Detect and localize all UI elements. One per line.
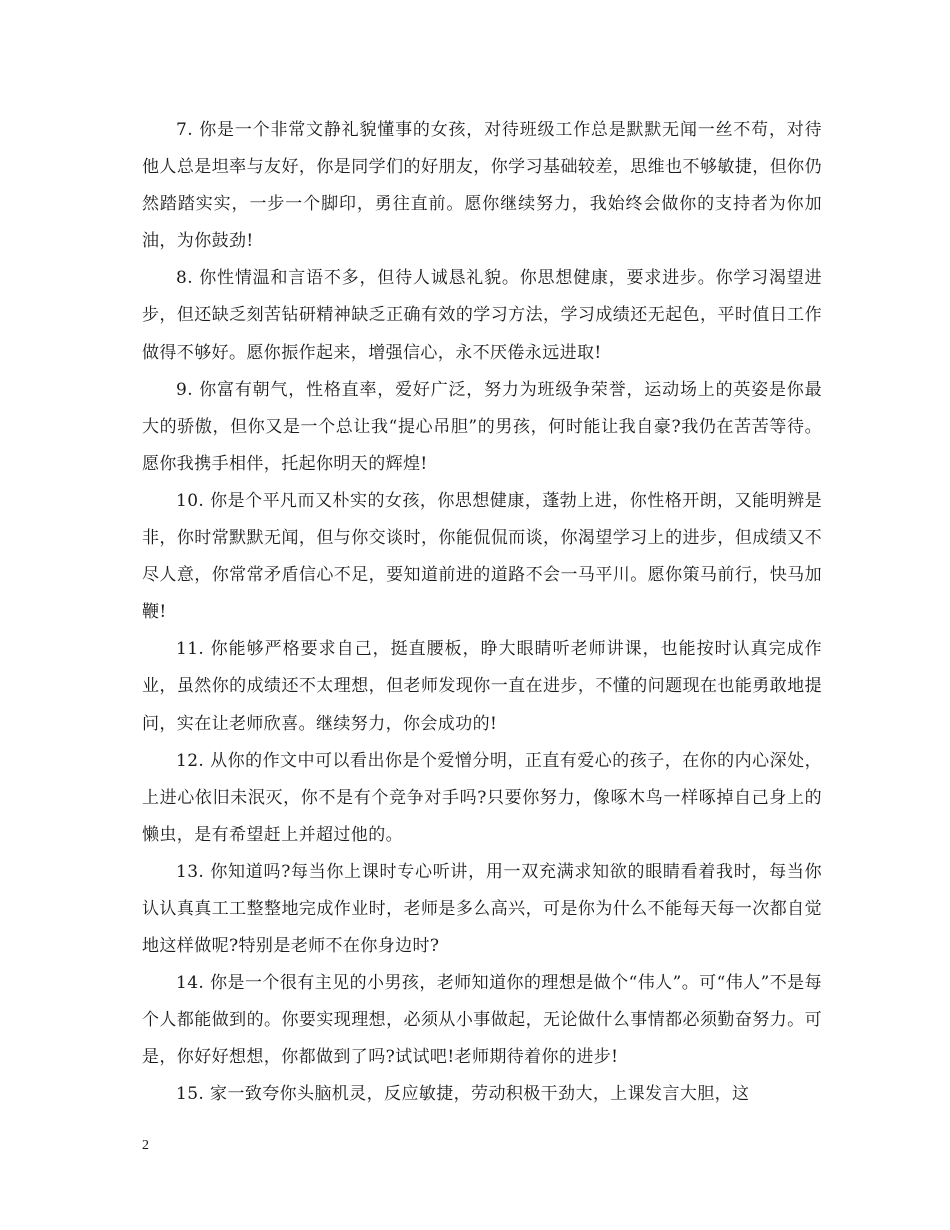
paragraph-11: 11. 你能够严格要求自己，挺直腰板，睁大眼睛听老师讲课，也能按时认真完成作业，虽然你的成绩还不太理想，但老师发现你一直在进步，不懂的问题现在也能勇敢地提问，实在让老师欣喜。继续努力，你会成功的! [142,639,822,734]
paragraph-10: 10. 你是个平凡而又朴实的女孩，你思想健康，蓬勃上进，你性格开朗，又能明辨是非，你时常默默无闻，但与你交谈时，你能侃侃而谈，你渴望学习上的进步，但成绩又不尽人意，你常常矛盾信心不足，要知道前进的道路不会一马平川。愿你策马前行，快马加鞭! [142,490,822,623]
paragraph-13: 13. 你知道吗?每当你上课时专心听讲，用一双充满求知欲的眼睛看着我时，每当你认认真真工工整整地完成作业时，老师是多么高兴，可是你为什么不能每天每一次都自觉地这样做呢?特别是老师不在你身边时? [142,861,822,957]
paragraph-8: 8. 你性情温和言语不多，但待人诚恳礼貌。你思想健康，要求进步。你学习渴望进步，但还缺乏刻苦钻研精神缺乏正确有效的学习方法，学习成绩还无起色，平时值日工作做得不够好。愿你振作起来，增强信心，永不厌倦永远进取! [142,268,822,363]
paragraph-7: 7. 你是一个非常文静礼貌懂事的女孩，对待班级工作总是默默无闻一丝不苟，对待他人总是坦率与友好，你是同学们的好朋友，你学习基础较差，思维也不够敏捷，但你仍然踏踏实实，一步一个脚印，勇往直前。愿你继续努力，我始终会做你的支持者为你加油，为你鼓劲! [142,120,822,252]
document-body [142,112,822,1114]
paragraph-15: 15. 家一致夸你头脑机灵，反应敏捷，劳动积极干劲大，上课发言大胆，这 [176,1084,750,1105]
page-number: 2 [142,1138,149,1153]
paragraph-12: 12. 从你的作文中可以看出你是个爱憎分明，正直有爱心的孩子，在你的内心深处，上进心依旧未泯灭，你不是有个竞争对手吗?只要你努力，像啄木鸟一样啄掉自己身上的懒虫，是有希望赶上并超过他的。 [142,750,822,845]
paragraph-9: 9. 你富有朝气，性格直率，爱好广泛，努力为班级争荣誉，运动场上的英姿是你最大的骄傲，但你又是一个总让我“提心吊胆”的男孩，何时能让我自豪?我仍在苦苦等待。愿你我携手相伴，托起你明天的辉煌! [142,379,822,474]
paragraph-14: 14. 你是一个很有主见的小男孩，老师知道你的理想是做个“伟人”。可“伟人”不是每个人都能做到的。你要实现理想，必须从小事做起，无论做什么事情都必须勤奋努力。可是，你好好想想，你都做到了吗?试试吧!老师期待着你的进步! [142,973,822,1068]
